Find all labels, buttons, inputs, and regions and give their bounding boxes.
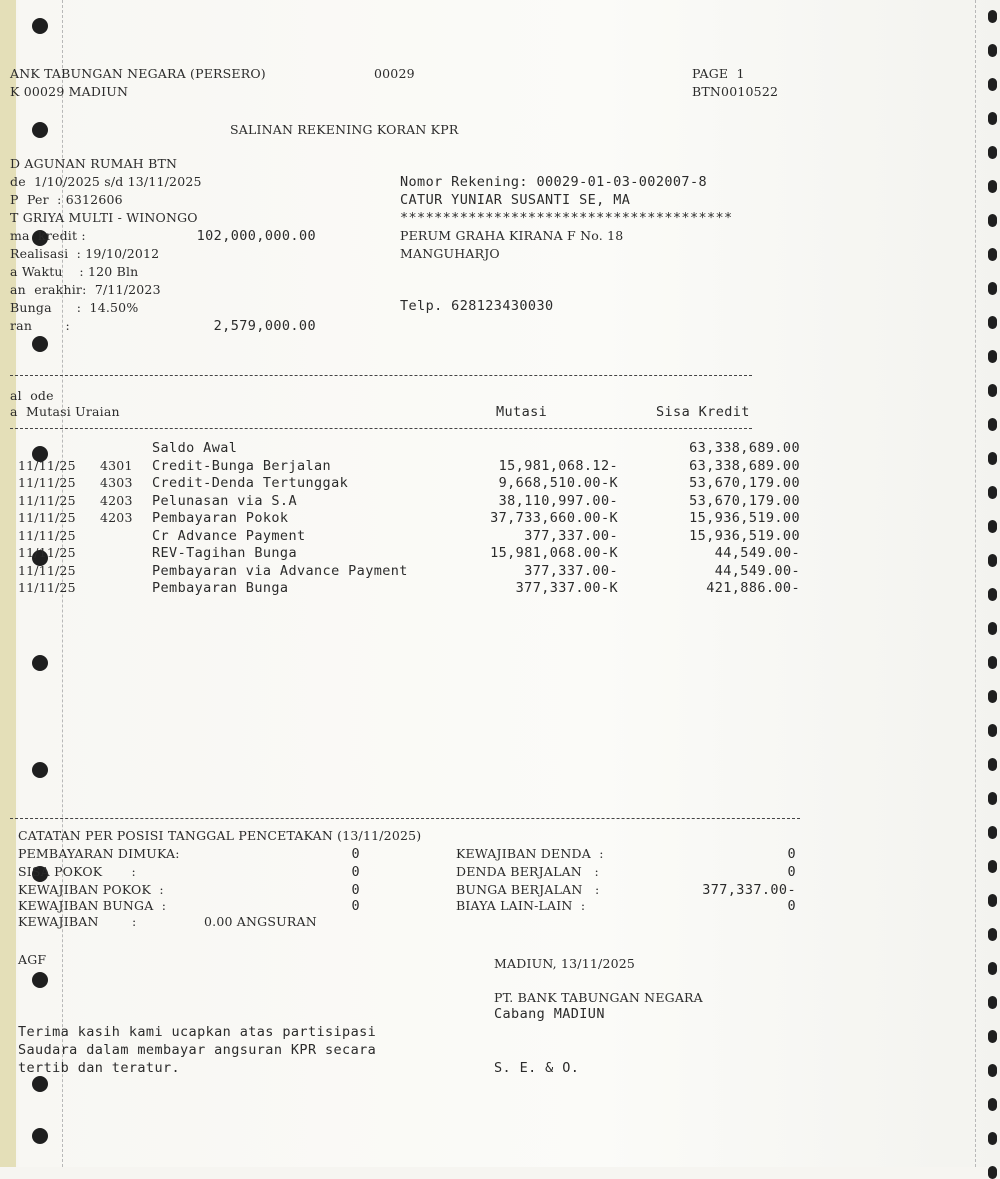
summary-left-label: SISA POKOK : bbox=[18, 864, 136, 879]
tractor-hole bbox=[988, 1064, 997, 1077]
tractor-hole bbox=[32, 1128, 48, 1144]
summary-left-label: PEMBAYARAN DIMUKA: bbox=[18, 846, 180, 861]
account-number: Nomor Rekening: 00029-01-03-002007-8 bbox=[400, 174, 707, 190]
loan-info-line: de 1/10/2025 s/d 13/11/2025 bbox=[10, 174, 202, 189]
document-title: SALINAN REKENING KORAN KPR bbox=[230, 122, 459, 137]
tractor-hole bbox=[988, 418, 997, 431]
customer-address-2: MANGUHARJO bbox=[400, 246, 500, 261]
branch-code-line: K 00029 MADIUN bbox=[10, 84, 129, 99]
tractor-hole bbox=[988, 996, 997, 1009]
tractor-hole bbox=[988, 656, 997, 669]
bank-name: ANK TABUNGAN NEGARA (PERSERO) bbox=[10, 66, 266, 81]
tractor-hole bbox=[988, 44, 997, 57]
loan-info-line: P Per : 6312606 bbox=[10, 192, 123, 207]
row-mutasi: 377,337.00- bbox=[524, 562, 618, 579]
loan-info-line: Realisasi : 19/10/2012 bbox=[10, 246, 160, 261]
doc-code: BTN0010522 bbox=[692, 84, 779, 99]
row-sisa-kredit: 53,670,179.00 bbox=[689, 492, 800, 509]
row-description: Pelunasan via S.A bbox=[152, 492, 297, 509]
customer-phone: Telp. 628123430030 bbox=[400, 298, 554, 314]
loan-installment-amount: 2,579,000.00 bbox=[213, 318, 316, 334]
row-sisa-kredit: 63,338,689.00 bbox=[689, 440, 800, 456]
row-sisa-kredit: 63,338,689.00 bbox=[689, 457, 800, 474]
row-sisa-kredit: 15,936,519.00 bbox=[689, 510, 800, 526]
tractor-hole bbox=[988, 520, 997, 533]
tractor-hole bbox=[988, 826, 997, 839]
summary-title: CATATAN PER POSISI TANGGAL PENCETAKAN (13/11/2025) bbox=[18, 828, 422, 843]
tractor-hole bbox=[988, 452, 997, 465]
row-description: Pembayaran via Advance Payment bbox=[152, 562, 408, 579]
tractor-hole bbox=[32, 18, 48, 34]
loan-info-line: D AGUNAN RUMAH BTN bbox=[10, 156, 178, 171]
row-mutasi: 377,337.00- bbox=[524, 527, 618, 544]
tractor-hole bbox=[988, 588, 997, 601]
row-code: 4301 bbox=[100, 457, 133, 473]
row-date: 11/11/25 bbox=[18, 492, 76, 508]
agf-label: AGF bbox=[18, 952, 47, 967]
loan-info-line: ran : bbox=[10, 318, 70, 333]
tractor-hole bbox=[988, 724, 997, 737]
tractor-hole bbox=[988, 860, 997, 873]
kewajiban-label: KEWAJIBAN : bbox=[18, 914, 137, 929]
row-description: Pembayaran Bunga bbox=[152, 580, 289, 596]
row-description: Credit-Denda Tertunggak bbox=[152, 475, 349, 491]
row-description: Cr Advance Payment bbox=[152, 527, 306, 544]
row-date: 11/11/25 bbox=[18, 475, 76, 490]
row-date: 11/11/25 bbox=[18, 457, 76, 473]
summary-right-label: DENDA BERJALAN : bbox=[456, 864, 599, 879]
tractor-hole bbox=[32, 1076, 48, 1092]
row-code: 4303 bbox=[100, 475, 133, 490]
tractor-hole bbox=[988, 928, 997, 941]
summary-right-label: BIAYA LAIN-LAIN : bbox=[456, 898, 586, 913]
summary-right-value: 377,337.00- bbox=[702, 882, 796, 898]
row-description: Saldo Awal bbox=[152, 440, 238, 456]
tractor-hole bbox=[988, 112, 997, 125]
tractor-hole bbox=[988, 10, 997, 23]
row-mutasi: 15,981,068.00-K bbox=[490, 545, 618, 561]
summary-left-label: KEWAJIBAN BUNGA : bbox=[18, 898, 167, 913]
row-mutasi: 15,981,068.12- bbox=[498, 457, 618, 474]
row-sisa-kredit: 53,670,179.00 bbox=[689, 475, 800, 491]
loan-info-line: a Waktu : 120 Bln bbox=[10, 264, 139, 279]
bank-branch: Cabang MADIUN bbox=[494, 1006, 605, 1022]
loan-plafond-amount: 102,000,000.00 bbox=[196, 228, 316, 244]
customer-name: CATUR YUNIAR SUSANTI SE, MA bbox=[400, 192, 631, 208]
row-date: 11/11/25 bbox=[18, 580, 76, 595]
branch-number: 00029 bbox=[374, 66, 415, 81]
summary-left-value: 0 bbox=[351, 864, 360, 880]
table-header-rule bbox=[10, 428, 752, 429]
tractor-hole bbox=[988, 214, 997, 227]
summary-left-label: KEWAJIBAN POKOK : bbox=[18, 882, 164, 897]
thanks-line: Terima kasih kami ucapkan atas partisipasi bbox=[18, 1024, 377, 1040]
customer-address-1: PERUM GRAHA KIRANA F No. 18 bbox=[400, 228, 624, 243]
row-description: Pembayaran Pokok bbox=[152, 510, 289, 526]
column-header-mutasi: Mutasi bbox=[496, 404, 548, 420]
row-description: Credit-Bunga Berjalan bbox=[152, 457, 332, 474]
summary-right-value: 0 bbox=[787, 898, 796, 914]
tractor-hole bbox=[32, 972, 48, 988]
row-sisa-kredit: 15,936,519.00 bbox=[689, 527, 800, 544]
tractor-hole bbox=[988, 146, 997, 159]
loan-info-line: Bunga : 14.50% bbox=[10, 300, 139, 315]
row-sisa-kredit: 421,886.00- bbox=[706, 580, 800, 596]
tractor-hole bbox=[988, 1166, 997, 1179]
tractor-hole bbox=[988, 1098, 997, 1111]
table-header-line2: a Mutasi Uraian bbox=[10, 404, 120, 419]
row-date: 11/11/25 bbox=[18, 527, 76, 543]
tractor-hole bbox=[988, 248, 997, 261]
summary-right-label: KEWAJIBAN DENDA : bbox=[456, 846, 604, 861]
tractor-hole bbox=[988, 792, 997, 805]
summary-right-value: 0 bbox=[787, 846, 796, 862]
tractor-hole bbox=[988, 78, 997, 91]
tractor-hole bbox=[32, 336, 48, 352]
summary-left-value: 0 bbox=[351, 898, 360, 914]
loan-info-line: T GRIYA MULTI - WINONGO bbox=[10, 210, 198, 225]
loan-info-line: an erakhir: 7/11/2023 bbox=[10, 282, 161, 297]
page-label: PAGE 1 bbox=[692, 66, 745, 81]
row-date: 11/11/25 bbox=[18, 562, 76, 578]
place-date: MADIUN, 13/11/2025 bbox=[494, 956, 636, 971]
tractor-hole bbox=[988, 554, 997, 567]
table-header-line1: al ode bbox=[10, 388, 54, 403]
row-date: 11/11/25 bbox=[18, 510, 76, 525]
tractor-hole bbox=[988, 316, 997, 329]
tractor-hole bbox=[988, 282, 997, 295]
row-mutasi: 38,110,997.00- bbox=[498, 492, 618, 509]
tractor-hole bbox=[988, 486, 997, 499]
customer-stars: *************************************** bbox=[400, 210, 733, 226]
column-header-sisa-kredit: Sisa Kredit bbox=[656, 404, 750, 420]
summary-right-value: 0 bbox=[787, 864, 796, 880]
tractor-hole bbox=[988, 690, 997, 703]
thanks-line: Saudara dalam membayar angsuran KPR secara bbox=[18, 1042, 377, 1058]
tractor-hole bbox=[988, 962, 997, 975]
summary-left-value: 0 bbox=[351, 846, 360, 862]
tractor-hole bbox=[988, 1132, 997, 1145]
loan-info-line: ma kredit : bbox=[10, 228, 86, 243]
row-mutasi: 37,733,660.00-K bbox=[490, 510, 618, 526]
row-sisa-kredit: 44,549.00- bbox=[714, 562, 800, 579]
tractor-hole bbox=[988, 1030, 997, 1043]
row-description: REV-Tagihan Bunga bbox=[152, 545, 297, 561]
row-date: 11/11/25 bbox=[18, 545, 76, 560]
tractor-hole bbox=[988, 384, 997, 397]
tractor-hole bbox=[32, 762, 48, 778]
summary-top-rule bbox=[10, 818, 800, 819]
summary-right-label: BUNGA BERJALAN : bbox=[456, 882, 600, 897]
tractor-hole bbox=[32, 655, 48, 671]
seo-disclaimer: S. E. & O. bbox=[494, 1060, 580, 1076]
tractor-hole bbox=[988, 622, 997, 635]
tractor-hole bbox=[988, 758, 997, 771]
tractor-hole bbox=[988, 350, 997, 363]
tractor-hole bbox=[988, 894, 997, 907]
summary-left-value: 0 bbox=[351, 882, 360, 898]
perforation-line-right bbox=[975, 0, 976, 1167]
row-sisa-kredit: 44,549.00- bbox=[714, 545, 800, 561]
tractor-hole bbox=[988, 180, 997, 193]
kewajiban-value: 0.00 ANGSURAN bbox=[204, 914, 317, 929]
row-mutasi: 9,668,510.00-K bbox=[498, 475, 618, 491]
bank-company-name: PT. BANK TABUNGAN NEGARA bbox=[494, 990, 703, 1005]
row-code: 4203 bbox=[100, 510, 133, 525]
row-code: 4203 bbox=[100, 492, 133, 508]
table-top-rule bbox=[10, 375, 752, 376]
row-mutasi: 377,337.00-K bbox=[515, 580, 618, 596]
tractor-hole bbox=[32, 122, 48, 138]
thanks-line: tertib dan teratur. bbox=[18, 1060, 181, 1076]
